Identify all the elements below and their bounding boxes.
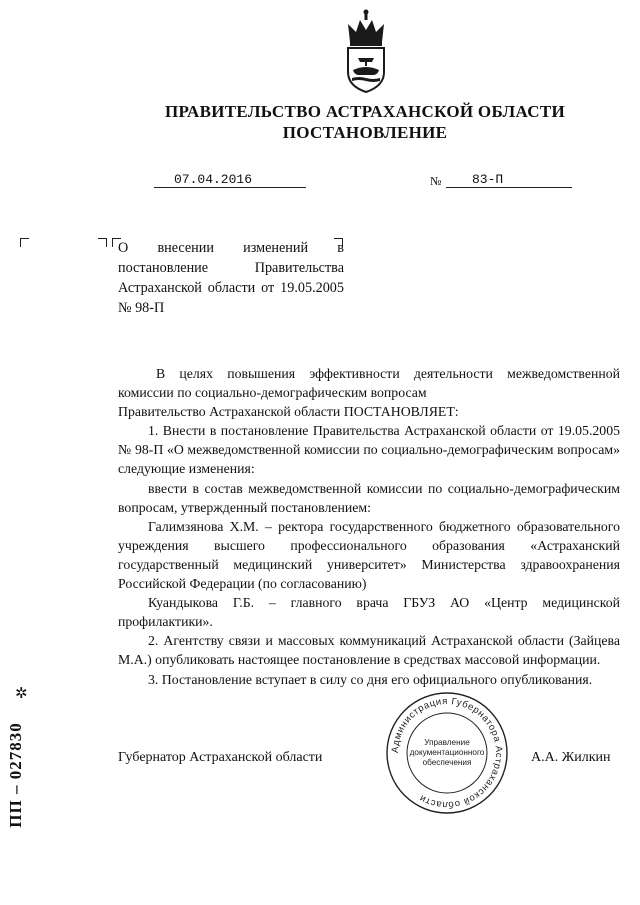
decorative-asterisk-icon: ✲ [15, 686, 28, 702]
corner-mark [98, 238, 107, 247]
body-paragraph: 2. Агентству связи и массовых коммуникаций Астраханской области (Зайцева М.А.) опубликовать настоящее постановление в средствах массовой информации. [118, 633, 620, 668]
coat-of-arms-icon [336, 6, 396, 96]
document-subject: О внесении изменений в постановление Правительства Астраханской области от 19.05.2005 № 98-П [118, 240, 344, 316]
signatory-name: А.А. Жилкин [531, 750, 611, 765]
number-sign: № [430, 174, 442, 188]
body-paragraph: 3. Постановление вступает в силу со дня его официального опубликования. [148, 671, 593, 687]
document-authority-title: ПРАВИТЕЛЬСТВО АСТРАХАНСКОЙ ОБЛАСТИ [165, 102, 565, 121]
body-paragraph: Правительство Астраханской области ПОСТАНОВЛЯЕТ: [118, 404, 459, 420]
body-paragraph: ввести в состав межведомственной комиссии по социально-демографическим вопросам, утвержденный постановлением: [118, 480, 620, 515]
body-paragraph: Куандыкова Г.Б. – главного врача ГБУЗ АО «Центр медицинской профилактики». [118, 595, 620, 630]
document-type-title: ПОСТАНОВЛЕНИЕ [282, 123, 448, 142]
document-date: 07.04.2016 [154, 172, 306, 188]
body-paragraph: 1. Внести в постановление Правительства Астраханской области от 19.05.2005 № 98-П «О межведомственной комиссии по социально-демографическим вопросам» следующие изменения: [118, 423, 620, 477]
document-number: 83-П [446, 172, 572, 188]
stamp-center-text: Управление документационного обеспечения [409, 738, 485, 767]
side-registration-code: ПП – 027830 [6, 722, 25, 828]
document-body [118, 364, 620, 689]
signatory-position: Губернатор Астраханской области [118, 750, 323, 765]
body-paragraph: В целях повышения эффективности деятельности межведомственной комиссии по социально-демографическим вопросам [118, 366, 620, 401]
body-paragraph: Галимзянова Х.М. – ректора государственного бюджетного образовательного учреждения высшего профессионального образования «Астраханский государственный медицинский университет» Министерства здравоохранения Российской Федерации (по согласованию) [118, 518, 620, 592]
corner-mark [20, 238, 29, 247]
stamp-ring-text: Администрация Губернатора Астраханской области [389, 695, 505, 811]
